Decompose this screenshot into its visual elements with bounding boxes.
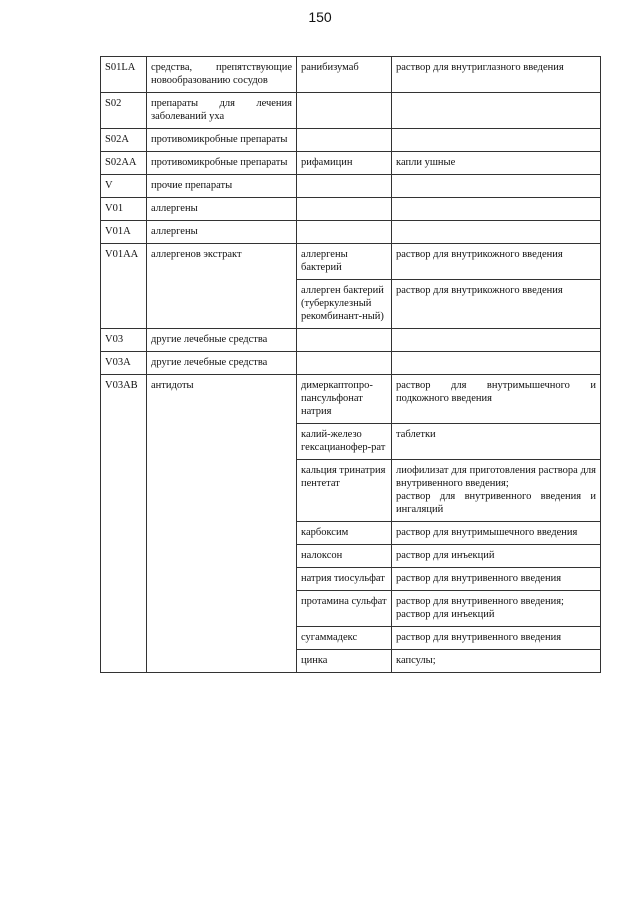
group-name-cell: препараты для лечения заболеваний уха: [147, 93, 297, 129]
drug-name-cell: аллергены бактерий: [297, 244, 392, 280]
atc-code-cell: S02AA: [101, 152, 147, 175]
dosage-form-cell: [392, 198, 601, 221]
dosage-form-text: раствор для внутривенного введения: [396, 573, 562, 584]
drug-name-cell: [297, 221, 392, 244]
dosage-form-cell: [392, 650, 601, 673]
dosage-form-text: лиофилизат для приготовления раствора для внутривенного введения;: [396, 465, 596, 489]
drug-table: [100, 56, 601, 673]
group-name-cell: прочие препараты: [147, 175, 297, 198]
drug-name-cell: [297, 175, 392, 198]
table-row: [101, 57, 601, 93]
dosage-form-text: раствор для внутривенного введения: [396, 632, 562, 643]
group-name-cell: антидоты: [147, 375, 297, 673]
drug-name-cell: калий-железо гексацианофер-рат: [297, 424, 392, 460]
dosage-form-cell: [392, 57, 601, 93]
dosage-form-text: раствор для внутрикожного введения: [396, 285, 563, 296]
drug-name-cell: сугаммадекс: [297, 627, 392, 650]
group-name-cell: аллергены: [147, 198, 297, 221]
drug-name-cell: [297, 198, 392, 221]
dosage-form-cell: [392, 375, 601, 424]
dosage-form-text: раствор для внутримышечного и подкожного введения: [396, 380, 596, 404]
dosage-form-text: раствор для внутривенного введения и ингаляций: [396, 491, 596, 515]
dosage-form-cell: [392, 545, 601, 568]
dosage-form-cell: [392, 129, 601, 152]
dosage-form-text: раствор для внутримышечного введения: [396, 527, 578, 538]
table-body: [101, 57, 601, 673]
dosage-form-cell: [392, 244, 601, 280]
drug-name-cell: димеркаптопро-пансульфонат натрия: [297, 375, 392, 424]
atc-code-cell: V03AB: [101, 375, 147, 673]
table-row: [101, 221, 601, 244]
dosage-form-cell: [392, 329, 601, 352]
dosage-form-cell: [392, 424, 601, 460]
drug-name-cell: аллерген бактерий (туберкулезный рекомбинант-ный): [297, 280, 392, 329]
drug-name-cell: протамина сульфат: [297, 591, 392, 627]
dosage-form-text: раствор для внутрикожного введения: [396, 249, 563, 260]
drug-name-cell: рифамицин: [297, 152, 392, 175]
table-row: [101, 198, 601, 221]
table-row: [101, 375, 601, 424]
atc-code-cell: V01: [101, 198, 147, 221]
drug-name-cell: натрия тиосульфат: [297, 568, 392, 591]
table-row: [101, 175, 601, 198]
group-name-cell: другие лечебные средства: [147, 329, 297, 352]
atc-code-cell: S02: [101, 93, 147, 129]
drug-name-cell: [297, 93, 392, 129]
table-row: [101, 352, 601, 375]
dosage-form-cell: [392, 460, 601, 522]
dosage-form-text: раствор для внутриглазного введения: [396, 62, 564, 73]
atc-code-cell: V03: [101, 329, 147, 352]
drug-name-cell: [297, 129, 392, 152]
table-row: [101, 93, 601, 129]
table-row: [101, 329, 601, 352]
atc-code-cell: V01A: [101, 221, 147, 244]
table-row: [101, 152, 601, 175]
dosage-form-cell: [392, 591, 601, 627]
group-name-cell: средства, препятствующие новообразованию сосудов: [147, 57, 297, 93]
group-name-cell: аллергенов экстракт: [147, 244, 297, 329]
table-row: [101, 244, 601, 280]
group-name-cell: противомикробные препараты: [147, 152, 297, 175]
dosage-form-text: раствор для инъекций: [396, 609, 495, 620]
dosage-form-cell: [392, 568, 601, 591]
dosage-form-cell: [392, 627, 601, 650]
dosage-form-text: капли ушные: [396, 157, 456, 168]
dosage-form-text: капсулы;: [396, 655, 436, 666]
group-name-cell: противомикробные препараты: [147, 129, 297, 152]
atc-code-cell: V01AA: [101, 244, 147, 329]
drug-name-cell: [297, 352, 392, 375]
dosage-form-cell: [392, 522, 601, 545]
dosage-form-text: раствор для инъекций: [396, 550, 495, 561]
table-row: [101, 129, 601, 152]
drug-name-cell: налоксон: [297, 545, 392, 568]
page-number: 150: [308, 9, 332, 25]
dosage-form-cell: [392, 175, 601, 198]
atc-code-cell: V03A: [101, 352, 147, 375]
drug-name-cell: [297, 329, 392, 352]
dosage-form-cell: [392, 280, 601, 329]
dosage-form-cell: [392, 152, 601, 175]
dosage-form-cell: [392, 352, 601, 375]
group-name-cell: аллергены: [147, 221, 297, 244]
dosage-form-text: таблетки: [396, 429, 436, 440]
drug-name-cell: ранибизумаб: [297, 57, 392, 93]
drug-name-cell: цинка: [297, 650, 392, 673]
atc-code-cell: S02A: [101, 129, 147, 152]
group-name-cell: другие лечебные средства: [147, 352, 297, 375]
atc-code-cell: S01LA: [101, 57, 147, 93]
dosage-form-cell: [392, 93, 601, 129]
dosage-form-cell: [392, 221, 601, 244]
atc-code-cell: V: [101, 175, 147, 198]
drug-name-cell: кальция тринатрия пентетат: [297, 460, 392, 522]
drug-name-cell: карбоксим: [297, 522, 392, 545]
dosage-form-text: раствор для внутривенного введения;: [396, 596, 564, 607]
